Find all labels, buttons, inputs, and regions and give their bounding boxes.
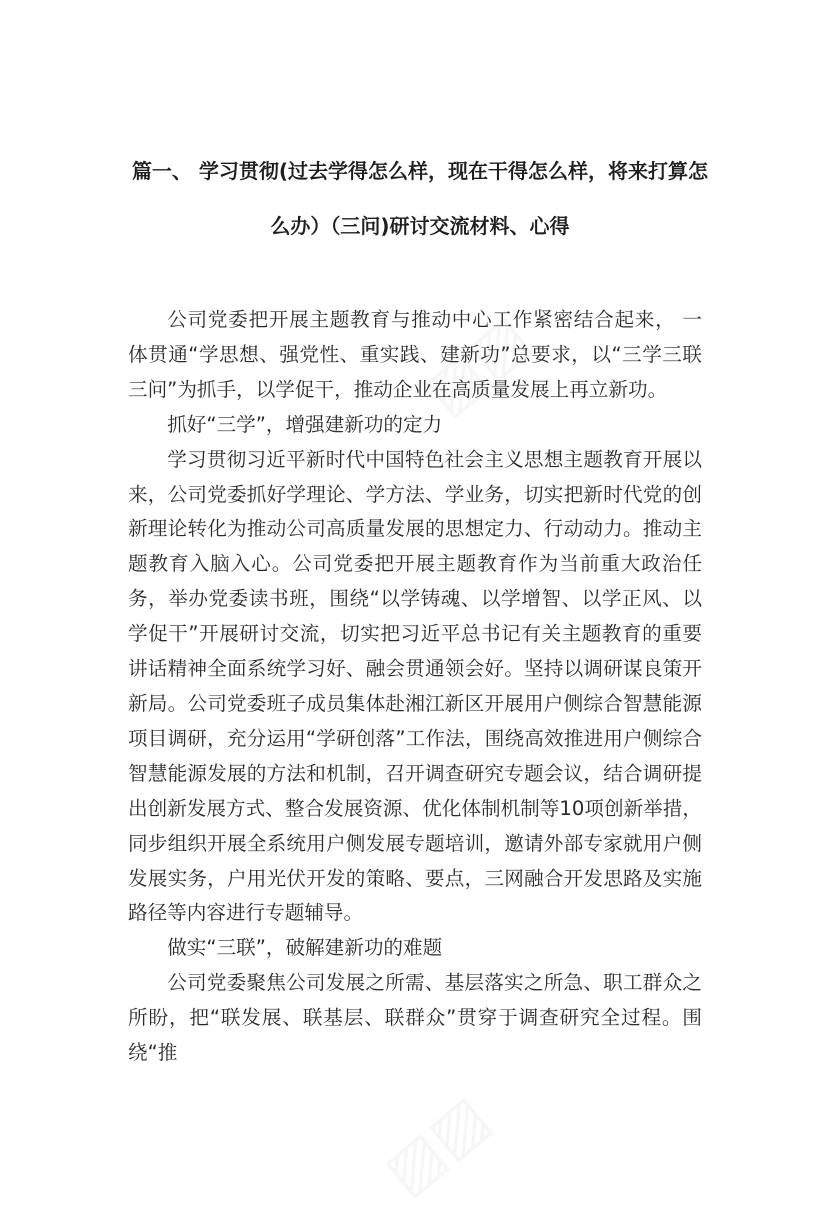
- section-heading-sanxue: 抓好“三学”，增强建新功的定力: [167, 412, 443, 436]
- watermark-shape: ▨▨: [370, 1081, 503, 1208]
- paragraph-intro: 公司党委把开展主题教育与推动中心工作紧密结合起来， 一体贯通“学思想、强党性、重实践、建新功”总要求，以“三学三联三问”为抓手，以学促干，推动企业在高质量发展上再立新功。: [128, 308, 702, 401]
- document-body: [128, 303, 702, 1071]
- document-title-line-1: 篇一、 学习贯彻(过去学得怎么样，现在干得怎么样，将来打算怎: [131, 159, 709, 183]
- paragraph-sanlian: 公司党委聚焦公司发展之所需、基层落实之所急、职工群众之所盼，把“联发展、联基层、联群众”贯穿于调查研究全过程。围绕“推: [128, 971, 702, 1065]
- watermark-shape: ▨▨: [410, 301, 543, 429]
- paragraph-sanxue: 学习贯彻习近平新时代中国特色社会主义思想主题教育开展以来，公司党委抓好学理论、学方法、学业务，切实把新时代党的创新理论转化为推动公司高质量发展的思想定力、行动动力。推动主题教育入脑入心。公司党委把开展主题教育作为当前重大政治任务，举办党委读书班，围绕“以学铸魂、以学增智、以学正风、以学促干”开展研讨交流，切实把习近平总书记有关主题教育的重要讲话精神全面系统学习好、融会贯通领会好。坚持以调研谋良策开新局。公司党委班子成员集体赴湘江新区开展用户侧综合智慧能源项目调研，充分运用“学研创落”工作法，围绕高效推进用户侧综合智慧能源发展的方法和机制，召开调查研究专题会议，结合调研提出创新发展方式、整合发展资源、优化体制机制等10项创新举措，同步组织开展全系统用户侧发展专题培训，邀请外部专家就用户侧发展实务，户用光伏开发的策略、要点，三网融合开发思路及实施路径等内容进行专题辅导。: [128, 447, 702, 925]
- document-title-line-2: 么办）（三问)研讨交流材料、心得: [270, 214, 570, 238]
- section-heading-sanlian: 做实“三联”，破解建新功的难题: [167, 936, 443, 960]
